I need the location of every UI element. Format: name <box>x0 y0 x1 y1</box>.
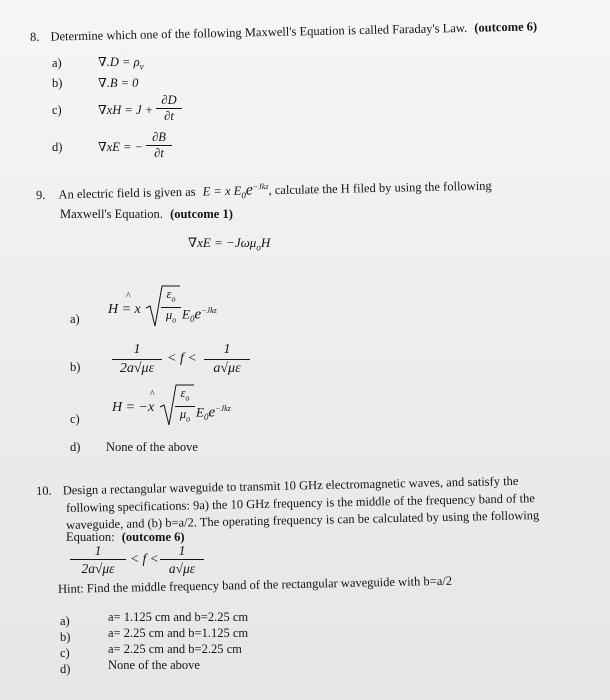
q9-option-c-lhs: H = −x <box>112 400 155 415</box>
q9-option-d-label: d) <box>70 440 81 454</box>
q8-option-a-label: a) <box>52 56 62 70</box>
q9-option-a-den-sub: o <box>172 315 177 324</box>
q9-option-a-tail-e: e <box>194 306 202 323</box>
q9-option-c-num <box>175 387 195 405</box>
q10-eq-mid: < f < <box>130 551 159 566</box>
q9-option-c-label: c) <box>70 412 80 426</box>
q9-option-b-mid: < f < <box>167 351 197 366</box>
q10-option-b-text: a= 2.25 cm and b=1.125 cm <box>108 626 249 640</box>
q9-stem-line2 <box>60 207 233 221</box>
q10-option-b-label: b) <box>60 630 71 644</box>
q9-option-a-lhs: H = x <box>108 302 141 317</box>
q10-outcome: (outcome 6) <box>121 530 185 544</box>
q9-option-c-tail-exp: −Jkz <box>215 404 231 413</box>
q8-option-d-lhs: ∇xE = − <box>98 140 144 154</box>
q8-stem <box>30 19 537 44</box>
q9-option-b-right-den: a√με <box>213 361 241 376</box>
hat-icon: ^ <box>126 291 131 302</box>
q9-option-a-tail-text: E <box>182 306 190 322</box>
q9-option-c-tail-e: e <box>208 404 216 421</box>
q8-outcome: (outcome 6) <box>474 19 538 35</box>
hat-icon: ^ <box>150 389 155 400</box>
q9-option-a-fraction <box>161 288 181 326</box>
q10-option-d-label: d) <box>60 662 71 676</box>
q10-line3: waveguide, and (b) b=a/2. The operating frequency is can be calculated by using the following <box>65 508 540 532</box>
q8-text: Determine which one of the following Maxwell's Equation is called Faraday's Law. <box>50 20 468 44</box>
q9-option-a-label: a) <box>70 312 80 326</box>
fraction-bar <box>204 359 250 360</box>
q9-option-c-den-text: μ <box>179 406 187 421</box>
q9-option-a-den <box>161 309 181 327</box>
q10-option-c-label: c) <box>60 646 70 660</box>
fraction-bar <box>112 359 162 360</box>
q9-inline-eq-sub: 0 <box>241 190 247 201</box>
q10-line2: following specifications: 9a) the 10 GHz frequency is the middle of the frequency band of the <box>65 491 535 515</box>
q9-curl-eq-text: ∇xE = −Jωμ <box>188 235 257 250</box>
q10-eq-right-den: a√με <box>168 561 196 576</box>
q10-option-a-label: a) <box>60 614 70 628</box>
q8-option-d-label: d) <box>52 140 63 154</box>
q10-hint: Hint: Find the middle frequency band of the rectangular waveguide with b=a/2 <box>57 573 453 596</box>
q9-inline-eq-e: e <box>245 181 254 199</box>
q8-option-a-eq <box>98 55 144 74</box>
q9-text-pre: An electric field is given as <box>58 184 196 202</box>
q9-curl-eq-sub: o <box>256 242 261 253</box>
q9-text-post: , calculate the H filed by using the following <box>268 178 492 198</box>
q8-option-d-den: ∂t <box>154 146 164 160</box>
q8-option-a-text: ∇.D = ρ <box>98 55 140 69</box>
q9-option-d-text: None of the above <box>106 440 198 454</box>
q10-number: 10. <box>35 483 52 498</box>
q8-option-d-fraction <box>146 131 172 160</box>
q8-option-c-lhs: ∇xH = J + <box>98 103 154 117</box>
q9-option-c-tail <box>196 402 231 424</box>
q9-inline-eq-exp: −Jkz <box>252 182 269 192</box>
q9-option-b-right-fraction <box>204 342 250 377</box>
q8-option-c-label: c) <box>52 103 62 117</box>
q9-option-a-tail-sub: 0 <box>189 313 195 324</box>
q9-option-c-fraction <box>175 387 195 425</box>
q9-option-b-right-num: 1 <box>223 342 231 357</box>
q9-option-b-label: b) <box>70 360 81 374</box>
q9-inline-eq <box>202 181 269 201</box>
q9-option-b-left-fraction <box>112 342 162 377</box>
q10-option-d-text: None of the above <box>108 658 200 672</box>
q8-number: 8. <box>29 29 40 44</box>
q10-option-c-text: a= 2.25 cm and b=2.25 cm <box>108 642 242 656</box>
q9-outcome: (outcome 1) <box>170 207 233 221</box>
q9-inline-eq-text: E = x E <box>202 183 242 199</box>
q9-option-c-den-sub: o <box>186 414 191 423</box>
q9-option-b-left-den: 2a√με <box>119 361 155 376</box>
q9-curl-eq-end: H <box>260 235 271 250</box>
q9-option-b-left-num: 1 <box>133 342 141 357</box>
q9-option-a-tail-exp: −Jkz <box>201 306 217 315</box>
q10-line4-text: Equation: <box>66 530 115 544</box>
q8-option-b-eq: ∇.B = 0 <box>98 76 139 90</box>
q9-stem-line1 <box>36 175 492 206</box>
q10-eq-left-num: 1 <box>94 543 102 558</box>
q9-option-c-num-sub: o <box>185 393 190 403</box>
q10-eq-right-num: 1 <box>178 543 186 558</box>
q9-option-c-den <box>175 408 195 426</box>
q9-option-a-tail <box>182 304 217 326</box>
q8-option-c-fraction <box>156 94 182 123</box>
fraction-bar <box>160 559 204 560</box>
q10-eq-left-den: 2a√με <box>81 561 115 576</box>
q8-option-a-sub: v <box>139 61 144 72</box>
q9-curl-eq <box>188 236 270 255</box>
q10-line4 <box>66 530 185 544</box>
fraction-bar <box>70 559 126 560</box>
q8-option-b-label: b) <box>52 76 63 90</box>
q9-option-a-den-text: μ <box>165 307 173 322</box>
q9-option-c-tail-text: E <box>196 404 204 420</box>
q9-number: 9. <box>35 187 46 203</box>
q9-option-c-tail-sub: 0 <box>203 411 209 422</box>
q10-eq-left-fraction <box>70 543 126 576</box>
q8-option-c-num: ∂D <box>161 93 177 107</box>
q10-line1-text: Design a rectangular waveguide to transmit 10 GHz electromagnetic waves, and satisfy the <box>62 473 519 498</box>
q9-option-a-num-sub: o <box>171 294 176 304</box>
q10-eq-right-fraction <box>160 543 204 576</box>
q9-option-a-num <box>161 288 181 306</box>
q8-option-c-den: ∂t <box>164 109 174 123</box>
q10-option-a-text: a= 1.125 cm and b=2.25 cm <box>108 610 249 624</box>
q8-option-d-num: ∂B <box>152 130 166 144</box>
q9-option-a-num-text: ε <box>166 287 172 301</box>
q9-option-c-num-text: ε <box>180 386 186 400</box>
q9-text-line2: Maxwell's Equation. <box>60 207 163 221</box>
